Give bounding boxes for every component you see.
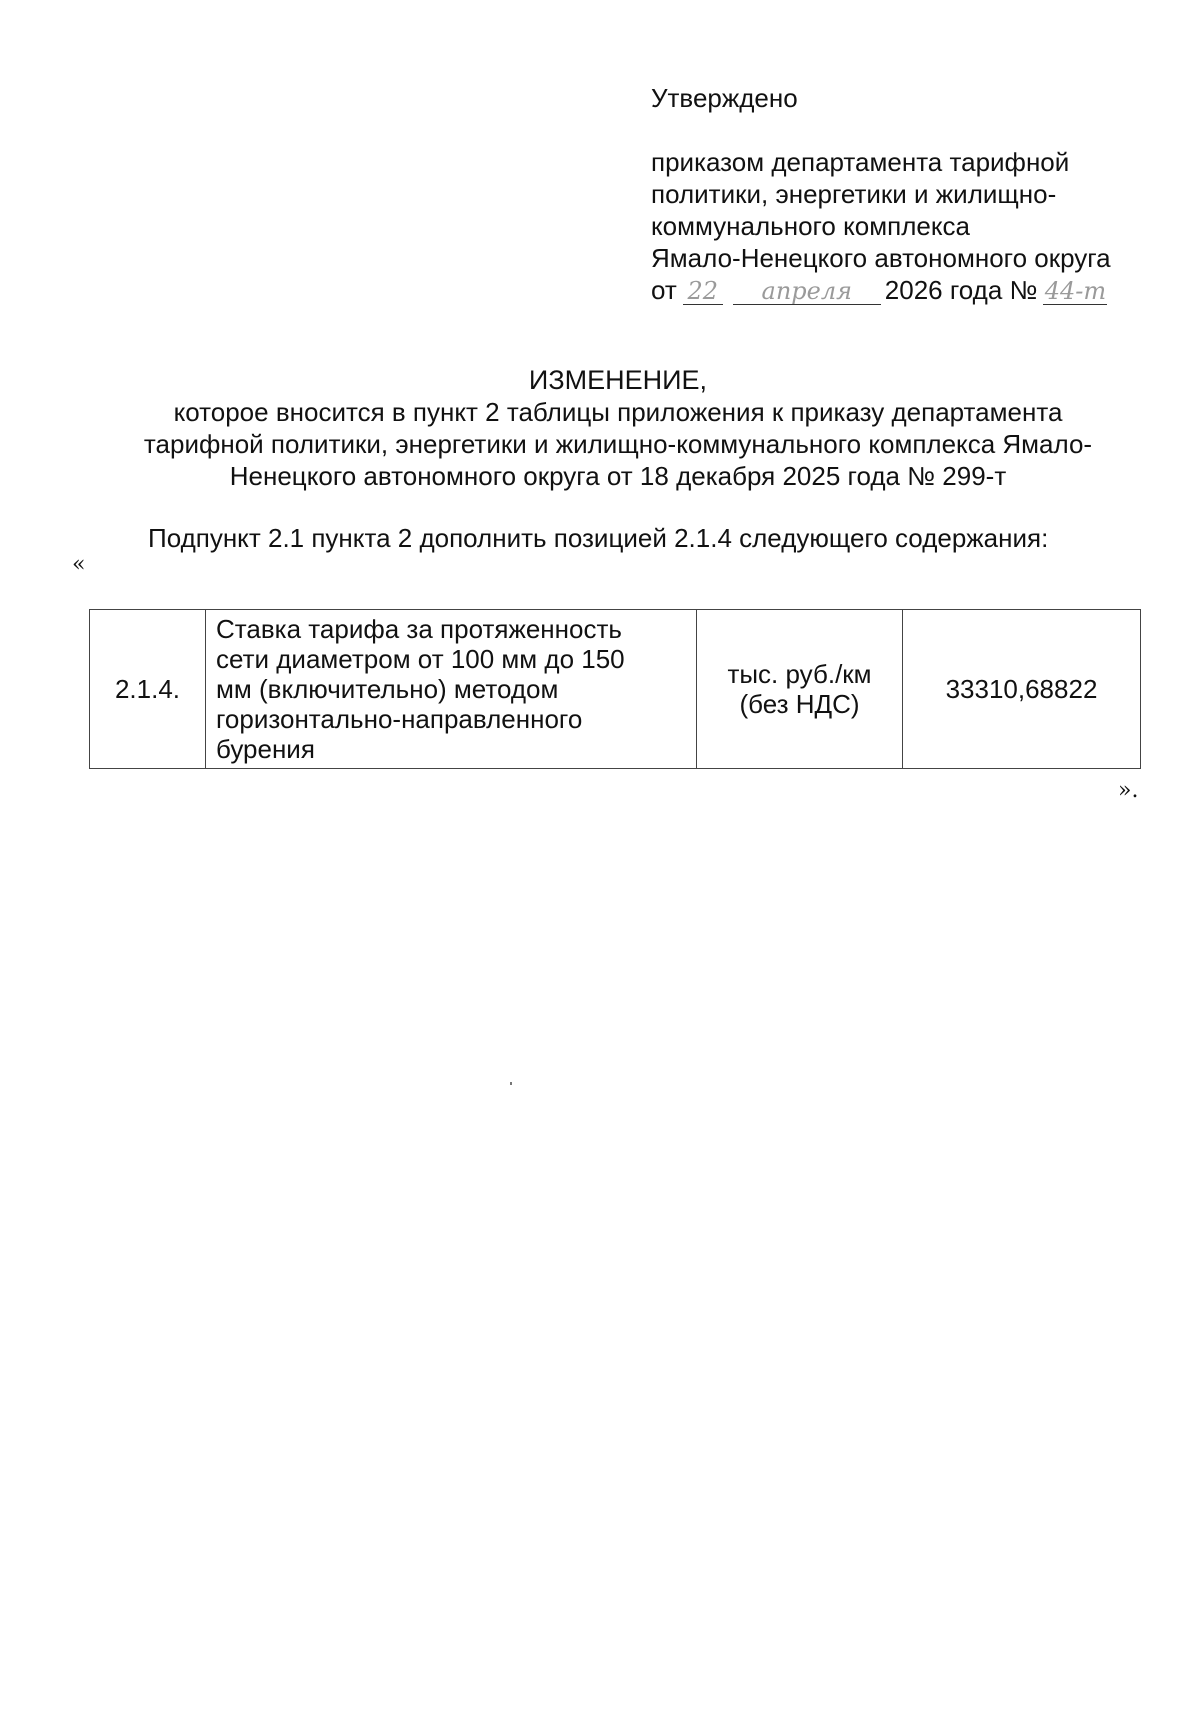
table-row (90, 610, 1141, 769)
name-line: Ставка тарифа за протяженность (216, 614, 622, 644)
name-line: сети диаметром от 100 мм до 150 (216, 644, 625, 674)
row-value-cell: 33310,68822 (903, 610, 1141, 769)
approved-word: Утверждено (651, 83, 798, 113)
approval-block (651, 82, 1171, 306)
name-line: бурения (216, 734, 315, 764)
opening-quote: « (72, 552, 86, 577)
handwritten-month: апреля (733, 278, 881, 305)
tariff-table (89, 609, 1141, 769)
handwritten-day: 22 (683, 278, 723, 305)
date-year-text: 2026 года № (884, 275, 1038, 305)
intro-paragraph: Подпункт 2.1 пункта 2 дополнить позицией 2.1.4 следующего содержания: (148, 523, 1049, 553)
document-heading: ИЗМЕНЕНИЕ, (528, 365, 708, 395)
name-line: мм (включительно) методом (216, 674, 559, 704)
subtitle-line: тарифной политики, энергетики и жилищно-коммунального комплекса Ямало- (143, 429, 1093, 459)
row-unit-cell (697, 610, 903, 769)
closing-quote: ». (1118, 778, 1139, 803)
approval-line: политики, энергетики и жилищно- (651, 179, 1057, 209)
unit-line: тыс. руб./км (727, 659, 872, 689)
row-name-cell (206, 610, 697, 769)
date-prefix: от (651, 275, 677, 305)
approval-line: коммунального комплекса (651, 211, 970, 241)
scan-speck (510, 1082, 512, 1085)
approval-line: приказом департамента тарифной (651, 147, 1070, 177)
approval-spacer (651, 114, 1171, 146)
subtitle-line: Ненецкого автономного округа от 18 декабря 2025 года № 299-т (229, 461, 1007, 491)
approval-date-line (651, 274, 1171, 306)
row-number-cell: 2.1.4. (90, 610, 206, 769)
title-block (60, 364, 1176, 492)
approval-line: Ямало-Ненецкого автономного округа (651, 243, 1111, 273)
handwritten-order-number: 44-т (1044, 277, 1107, 305)
subtitle-line: которое вносится в пункт 2 таблицы приложения к приказу департамента (173, 397, 1063, 427)
name-line: горизонтально-направленного (216, 704, 583, 734)
unit-line: (без НДС) (739, 689, 860, 719)
